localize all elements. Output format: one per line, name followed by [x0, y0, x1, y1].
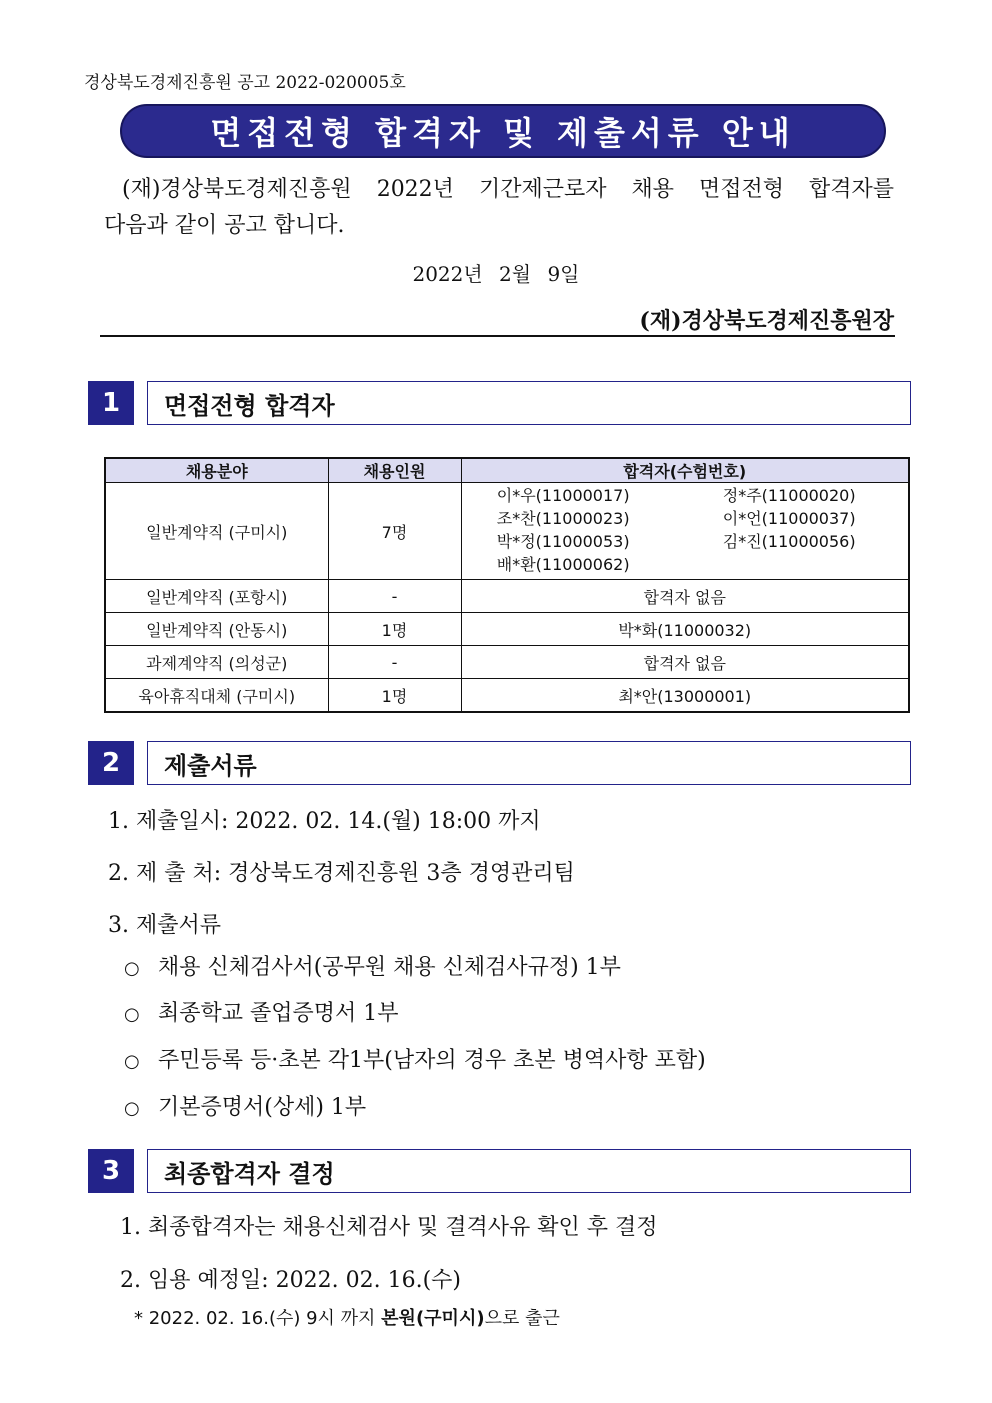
- row-count: 1명: [328, 679, 461, 713]
- note-emphasis: 본원(구미시): [381, 1308, 485, 1329]
- table-header-row: [105, 458, 909, 483]
- document-item: ○ 기본증명서(상세) 1부: [124, 1095, 367, 1120]
- passer: 이*언(11000037): [722, 509, 856, 528]
- row-result: 합격자 없음: [461, 646, 909, 679]
- document-item: ○ 채용 신체검사서(공무원 채용 신체검사규정) 1부: [124, 955, 621, 980]
- intro-line-2: 다음과 같이 공고 합니다.: [104, 213, 345, 238]
- appointment-date: 2. 임용 예정일: 2022. 02. 16.(수): [120, 1268, 462, 1293]
- notice-number: 경상북도경제진흥원 공고 2022-020005호: [84, 73, 406, 93]
- section-3-number: 3: [88, 1149, 134, 1193]
- section-2-title: 제출서류: [147, 741, 911, 785]
- passer: 김*진(11000056): [722, 532, 856, 551]
- table-row: [105, 483, 909, 580]
- row-result: 합격자 없음: [461, 580, 909, 613]
- table-row: [105, 580, 909, 613]
- notice-date: 2022년 2월 9일: [412, 262, 580, 286]
- header-passers: 합격자(수험번호): [461, 458, 909, 483]
- table-row: [105, 646, 909, 679]
- section-1-title: 면접전형 합격자: [147, 381, 911, 425]
- passer: 배*환(11000062): [496, 555, 630, 574]
- row-field: 일반계약직 (구미시): [105, 483, 328, 580]
- bullet-icon: ○: [124, 1051, 140, 1072]
- row-passers: [461, 483, 909, 580]
- row-count: 7명: [328, 483, 461, 580]
- appointment-note: * 2022. 02. 16.(수) 9시 까지 본원(구미시)으로 출근: [134, 1308, 560, 1329]
- divider-line: [100, 335, 895, 337]
- row-count: 1명: [328, 613, 461, 646]
- issuer-name: (재)경상북도경제진흥원장: [639, 308, 894, 334]
- submission-place: 2. 제 출 처: 경상북도경제진흥원 3층 경영관리팀: [108, 861, 575, 886]
- intro-paragraph: [104, 172, 894, 244]
- section-2-number: 2: [88, 741, 134, 785]
- row-field: 육아휴직대체 (구미시): [105, 679, 328, 713]
- row-field: 과제계약직 (의성군): [105, 646, 328, 679]
- document-item: ○ 주민등록 등·초본 각1부(남자의 경우 초본 병역사항 포함): [124, 1048, 706, 1073]
- passer: 박*정(11000053): [496, 532, 630, 551]
- intro-line-1: (재)경상북도경제진흥원 2022년 기간제근로자 채용 면접전형 합격자를: [122, 177, 894, 202]
- row-field: 일반계약직 (포항시): [105, 580, 328, 613]
- page-title: 면접전형 합격자 및 제출서류 안내: [210, 114, 796, 152]
- passer: 이*우(11000017): [496, 486, 630, 505]
- row-result: 최*안(13000001): [461, 679, 909, 713]
- submission-documents-heading: 3. 제출서류: [108, 913, 221, 938]
- header-field: 채용분야: [105, 458, 328, 483]
- bullet-icon: ○: [124, 1004, 140, 1025]
- section-1-number: 1: [88, 381, 134, 425]
- row-count: -: [328, 580, 461, 613]
- row-field: 일반계약직 (안동시): [105, 613, 328, 646]
- passer: 조*찬(11000023): [496, 509, 630, 528]
- section-3-title: 최종합격자 결정: [147, 1149, 911, 1193]
- table-row: [105, 679, 909, 713]
- table-row: [105, 613, 909, 646]
- title-banner: [120, 104, 886, 158]
- row-result: 박*화(11000032): [461, 613, 909, 646]
- bullet-icon: ○: [124, 958, 140, 979]
- header-count: 채용인원: [328, 458, 461, 483]
- row-count: -: [328, 646, 461, 679]
- passers-table: [104, 457, 910, 713]
- bullet-icon: ○: [124, 1098, 140, 1119]
- final-decision: 1. 최종합격자는 채용신체검사 및 결격사유 확인 후 결정: [120, 1215, 658, 1240]
- document-item: ○ 최종학교 졸업증명서 1부: [124, 1001, 399, 1026]
- passer: 정*주(11000020): [722, 486, 856, 505]
- submission-deadline: 1. 제출일시: 2022. 02. 14.(월) 18:00 까지: [108, 809, 541, 834]
